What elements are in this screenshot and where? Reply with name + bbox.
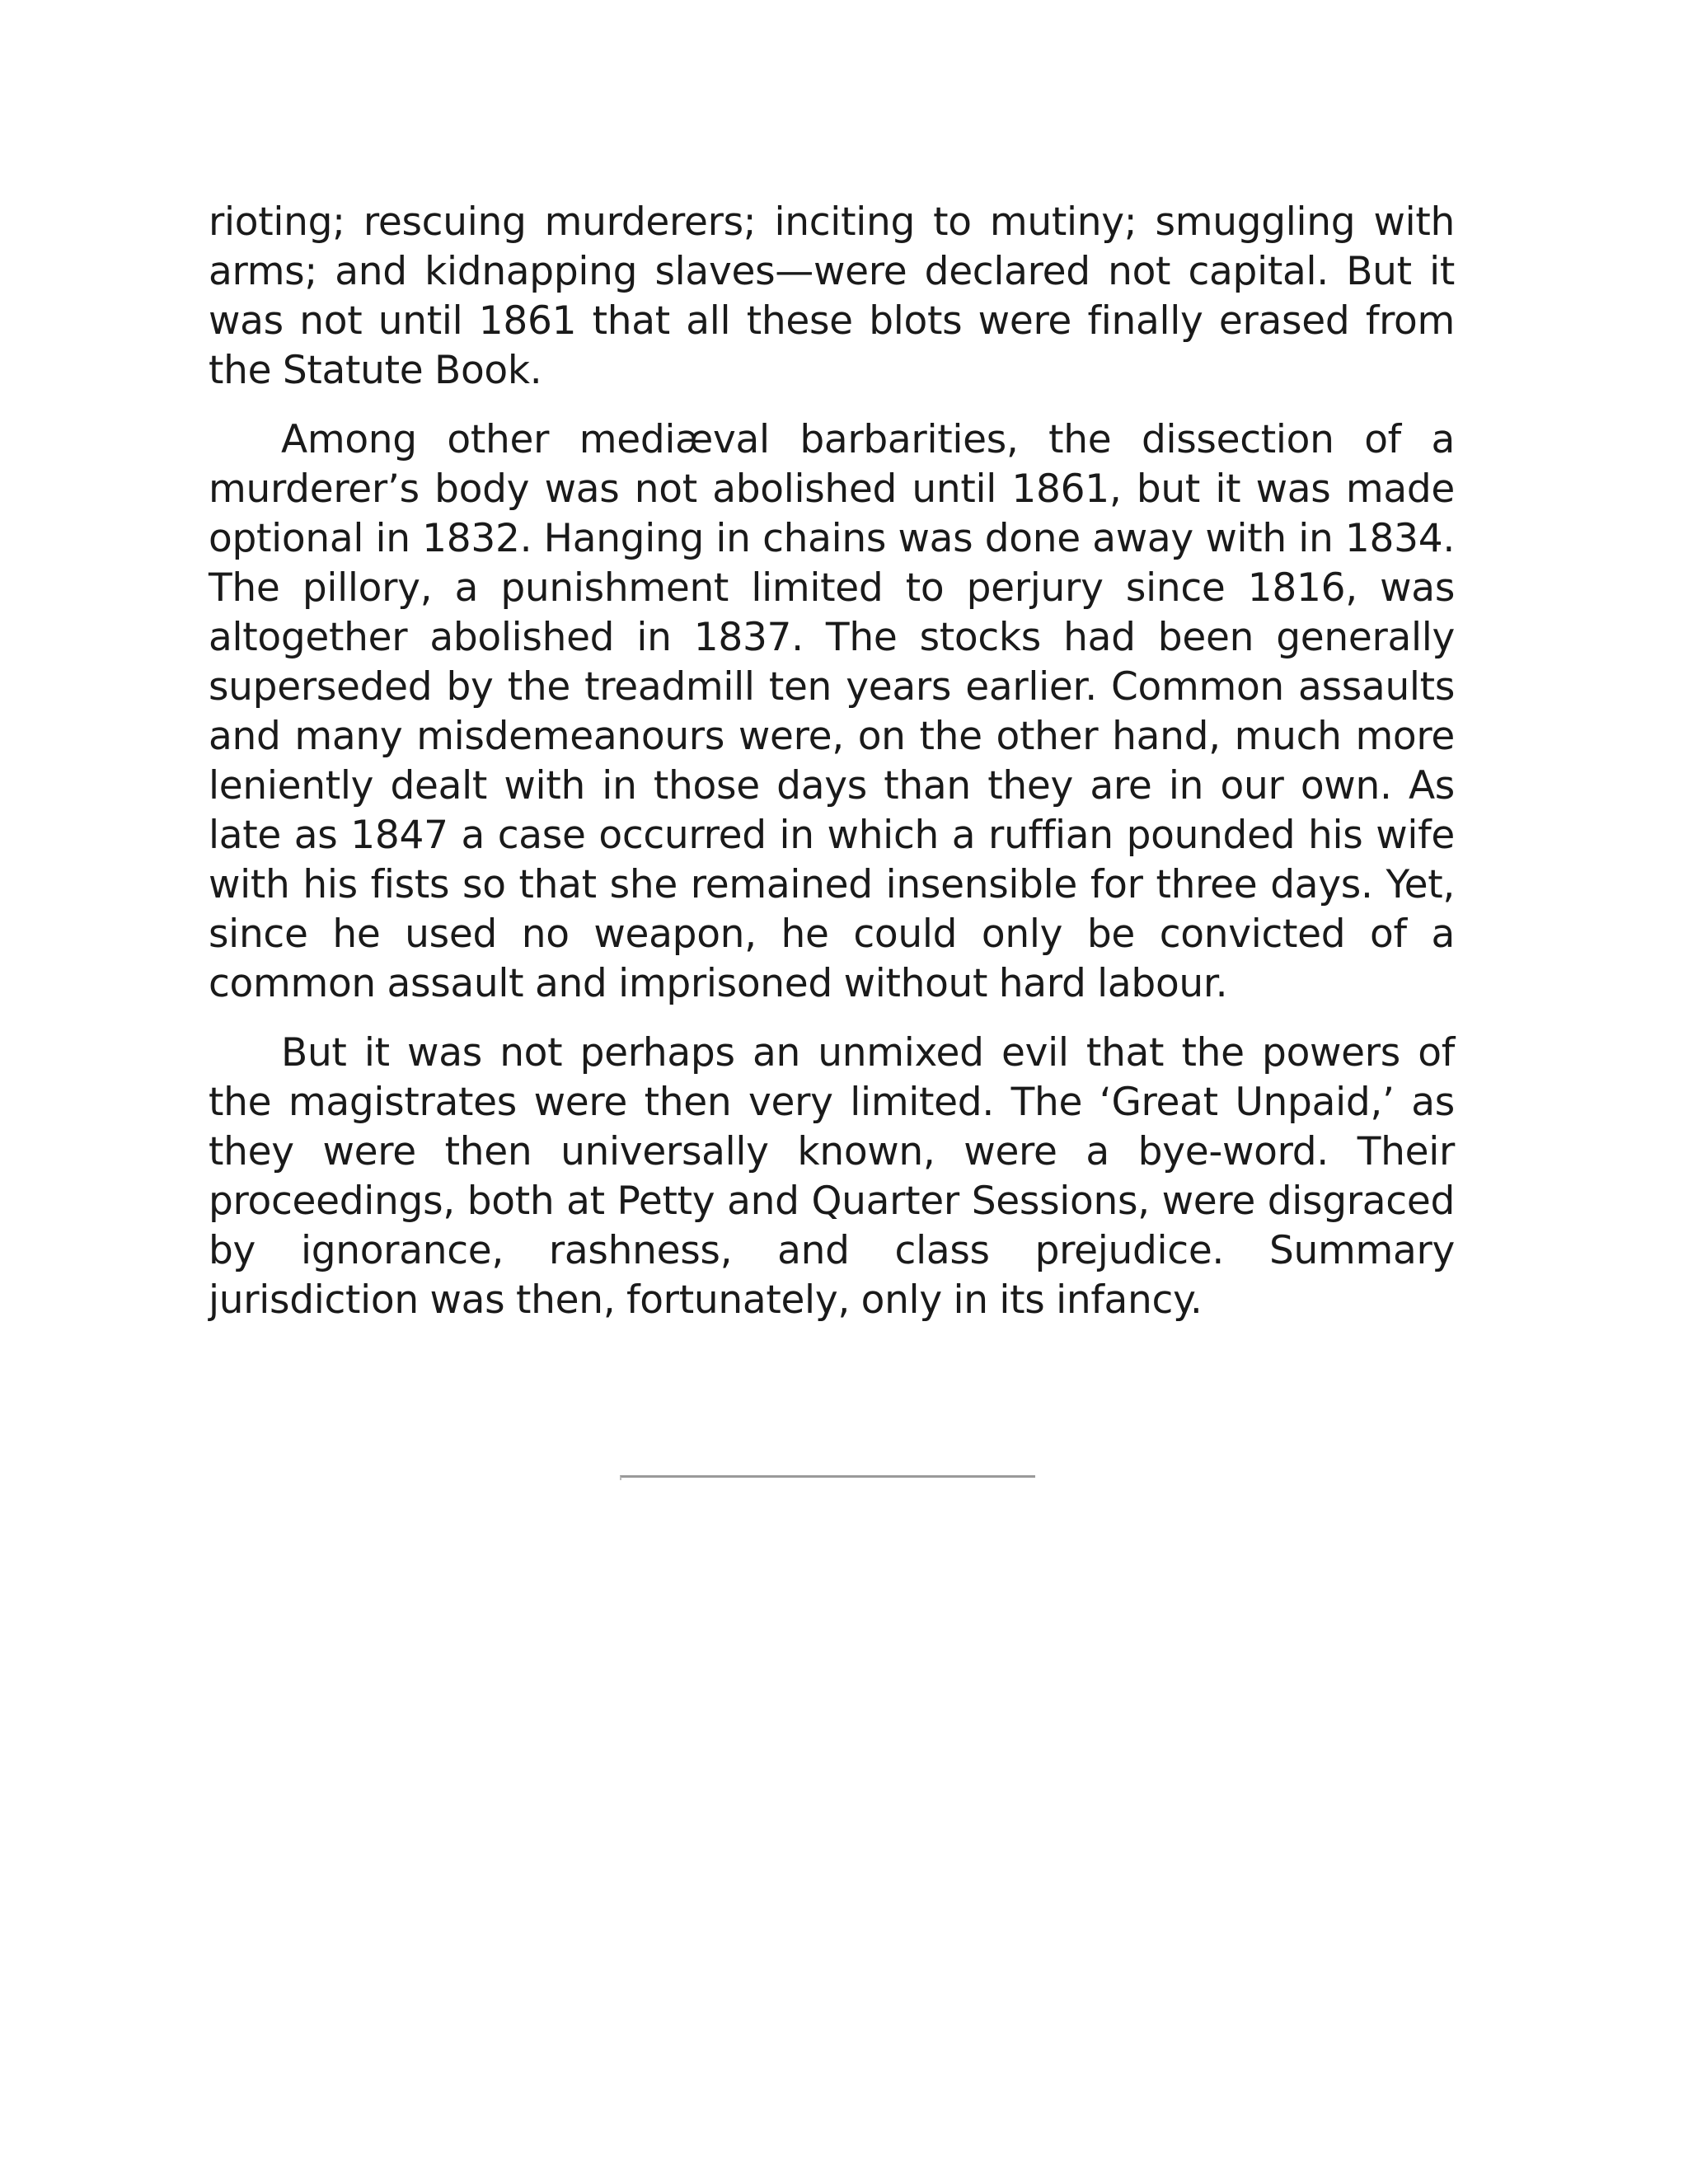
paragraph-continuation: rioting; rescuing murderers; inciting to mutiny; smuggling with arms; and kidnapping slaves—were declared not capital. But it was not until 1861 that all these blots were finally erased from the Statute Book.: [209, 199, 1455, 393]
body-text: [209, 198, 1455, 1345]
paragraph-mediaeval-barbarities: Among other mediæval barbarities, the dissection of a murderer’s body was not abolished until 1861, but it was made optional in 1832. Hanging in chains was done away with in 1834. The pillory, a punishment limited to perjury since 1816, was altogether abolished in 1837. The stocks had been generally superseded by the treadmill ten years earlier. Common assaults and many misdemeanours were, on the other hand, much more leniently dealt with in those days than they are in our own. As late as 1847 a case occurred in which a ruffian pounded his wife with his fists so that she remained insensible for three days. Yet, since he used no weapon, he could only be convicted of a common assault and imprisoned without hard labour.: [209, 417, 1455, 1006]
paragraph-magistrates: But it was not perhaps an unmixed evil that the powers of the magistrates were then very limited. The ‘Great Unpaid,’ as they were then universally known, were a bye-word. Their proceedings, both at Petty and Quarter Sessions, were disgraced by ignorance, rashness, and class prejudice. Summary jurisdiction was then, fortunately, only in its infancy.: [209, 1030, 1455, 1323]
section-divider: [620, 1475, 1035, 1480]
